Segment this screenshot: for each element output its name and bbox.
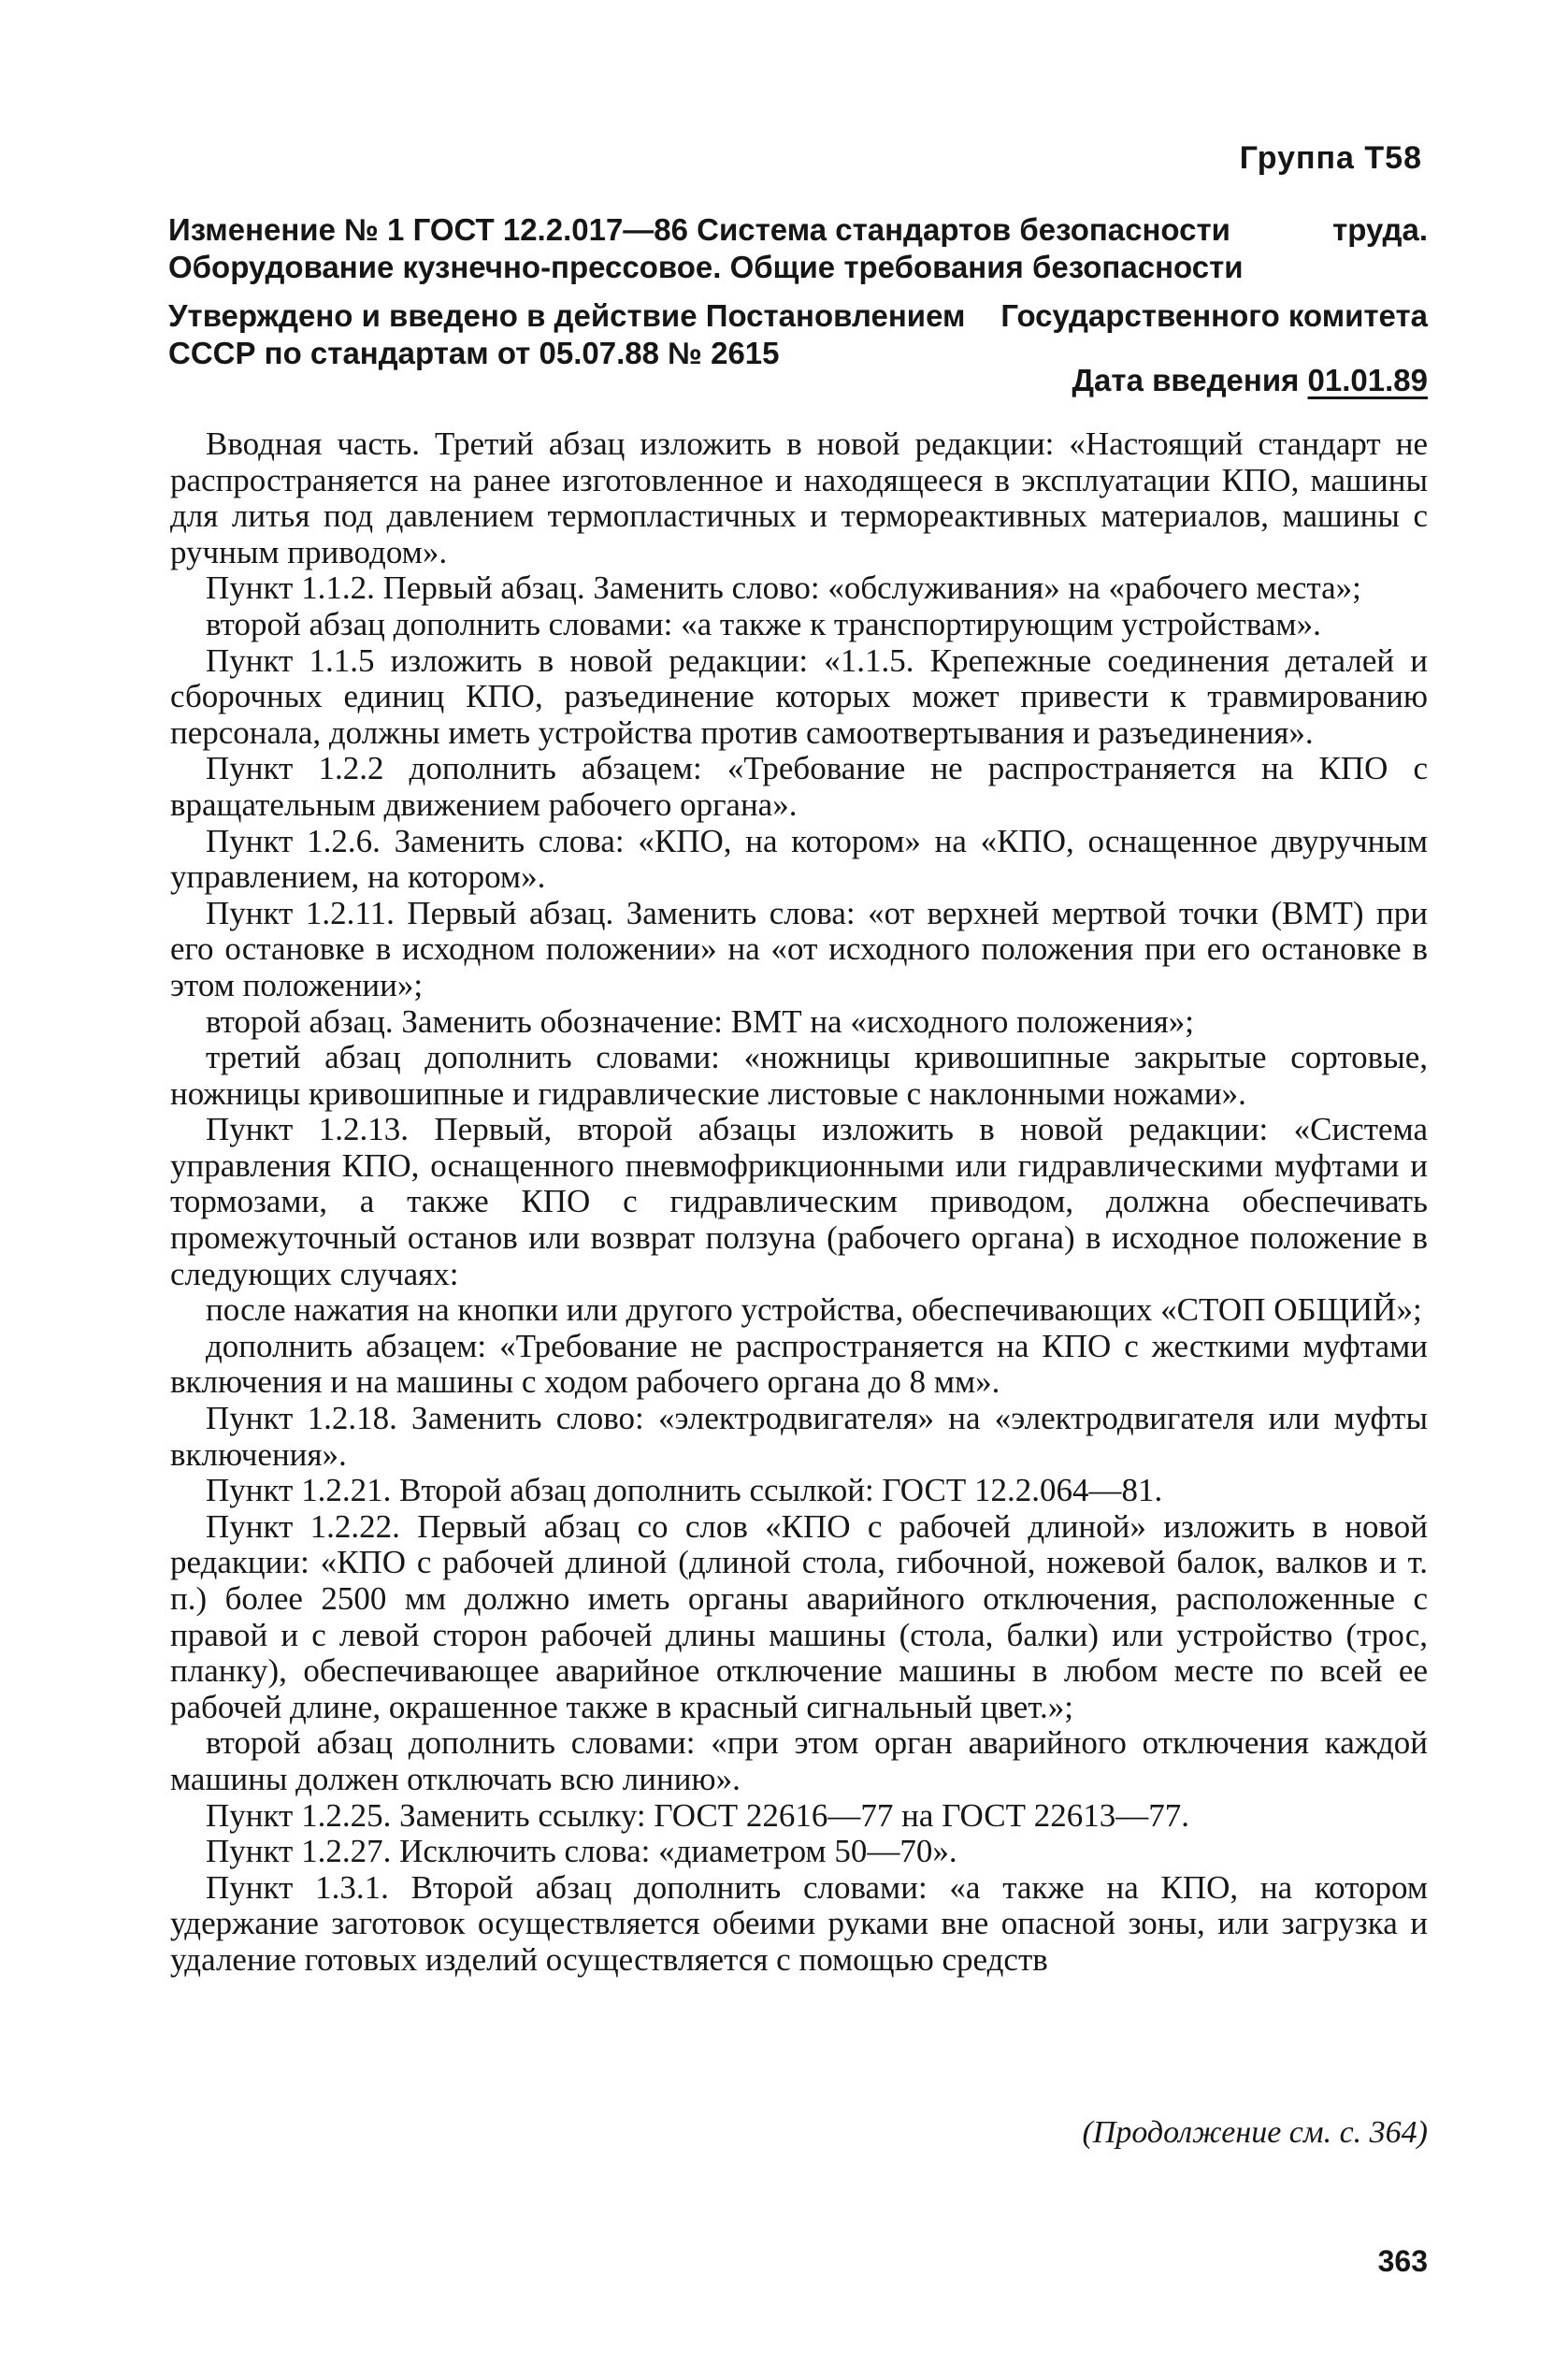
effective-date-value: 01.01.89	[1307, 363, 1428, 397]
paragraph: второй абзац дополнить словами: «а также к транспортирующим устройствам».	[206, 605, 1321, 642]
paragraph: Пункт 1.2.6. Заменить слова: «КПО, на котором» на «КПО, оснащенное двуручным управлением, на котором».	[170, 822, 1428, 896]
paragraph: Пункт 1.2.18. Заменить слово: «электродвигателя» на «электродвигателя или муфты включения».	[170, 1400, 1428, 1473]
paragraph: после нажатия на кнопки или другого устройства, обеспечивающих «СТОП ОБЩИЙ»;	[206, 1291, 1422, 1329]
paragraph: Пункт 1.2.2 дополнить абзацем: «Требование не распространяется на КПО с вращательным движением рабочего органа».	[170, 750, 1428, 823]
amendment-body	[170, 426, 1428, 1979]
amendment-title-line-2: Оборудование кузнечно-прессовое. Общие требования безопасности	[168, 250, 1244, 284]
continuation-note: (Продолжение см. с. 364)	[1082, 2115, 1428, 2150]
paragraph: Пункт 1.2.27. Исключить слова: «диаметром 50—70».	[206, 1833, 957, 1870]
approval-line-1-left: Утверждено и введено в действие Постановлением	[168, 298, 966, 333]
amendment-title	[168, 211, 1428, 286]
paragraph: Пункт 1.2.22. Первый абзац со слов «КПО с рабочей длиной» изложить в новой редакции: «КПО с рабочей длиной (длиной стола, гибочной, ножевой балок, валков и т. п.) более 2500 мм должно иметь органы аварийного отключения, расположенные с правой и с левой сторон рабочей длины машины (стола, балки) или устройство (трос, планку), обеспечивающее аварийное отключение машины в любом месте по всей ее рабочей длине, окрашенное также в красный сигнальный цвет.»;	[170, 1507, 1428, 1725]
paragraph: Пункт 1.3.1. Второй абзац дополнить словами: «а также на КПО, на котором удержание заготовок осуществляется обеими руками вне опасной зоны, или загрузка и удаление готовых изделий осуществляется с помощью средств	[170, 1868, 1428, 1978]
paragraph: Пункт 1.2.11. Первый абзац. Заменить слова: «от верхней мертвой точки (ВМТ) при его остановке в исходном положении» на «от исходного положения при его остановке в этом положении»;	[170, 894, 1428, 1003]
effective-date	[1072, 363, 1428, 398]
approval-line-1	[168, 297, 1428, 335]
amendment-title-line-1-right: труда.	[1332, 212, 1428, 247]
paragraph: Пункт 1.2.21. Второй абзац дополнить ссылкой: ГОСТ 12.2.064—81.	[206, 1472, 1163, 1509]
paragraph: третий абзац дополнить словами: «ножницы кривошипные закрытые сортовые, ножницы кривошипные и гидравлические листовые с наклонными ножами».	[170, 1039, 1428, 1112]
paragraph: Пункт 1.2.13. Первый, второй абзацы изложить в новой редакции: «Система управления КПО, оснащенного пневмофрикционными или гидравлическими муфтами и тормозами, а также КПО с гидравлическим приводом, должна обеспечивать промежуточный останов или возврат ползуна (рабочего органа) в исходное положение в следующих случаях:	[170, 1111, 1428, 1292]
approval-line-2: СССР по стандартам от 05.07.88 № 2615	[168, 336, 780, 370]
paragraph: второй абзац. Заменить обозначение: ВМТ на «исходного положения»;	[206, 1002, 1194, 1040]
effective-date-label: Дата введения	[1072, 363, 1300, 397]
approval-line-1-right: Государственного комитета	[1000, 298, 1428, 333]
paragraph: Вводная часть. Третий абзац изложить в новой редакции: «Настоящий стандарт не распространяется на ранее изготовленное и находящееся в эксплуатации КПО, машины для литья под давлением термопластичных и термореактивных материалов, машины с ручным приводом».	[170, 425, 1428, 570]
paragraph: Пункт 1.2.25. Заменить ссылку: ГОСТ 22616—77 на ГОСТ 22613—77.	[206, 1796, 1189, 1834]
amendment-title-line-1	[168, 211, 1428, 249]
page-number: 363	[1377, 2244, 1428, 2278]
group-label: Группа Т58	[1239, 140, 1422, 176]
paragraph: Пункт 1.1.2. Первый абзац. Заменить слово: «обслуживания» на «рабочего места»;	[206, 569, 1361, 607]
paragraph: дополнить абзацем: «Требование не распространяется на КПО с жесткими муфтами включения и на машины с ходом рабочего органа до 8 мм».	[170, 1327, 1428, 1401]
approval-statement	[168, 297, 1428, 372]
paragraph: Пункт 1.1.5 изложить в новой редакции: «1.1.5. Крепежные соединения деталей и сборочных единиц КПО, разъединение которых может привести к травмированию персонала, должны иметь устройства против самоотвертывания и разъединения».	[170, 641, 1428, 751]
paragraph: второй абзац дополнить словами: «при этом орган аварийного отключения каждой машины должен отключать всю линию».	[170, 1724, 1428, 1797]
amendment-title-line-1-left: Изменение № 1 ГОСТ 12.2.017—86 Система стандартов безопасности	[168, 212, 1230, 247]
